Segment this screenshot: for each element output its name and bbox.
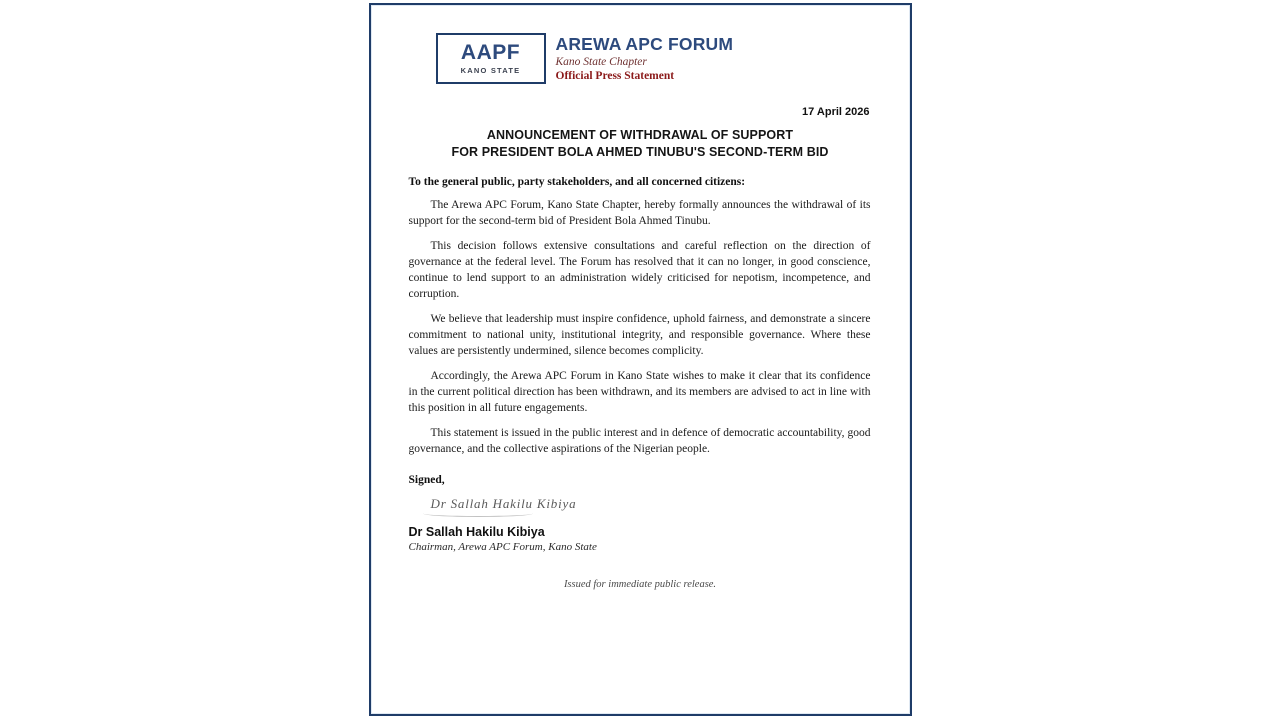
document-date: 17 April 2026 xyxy=(802,106,870,118)
document-type-label: Official Press Statement xyxy=(555,70,675,82)
org-logo xyxy=(436,33,546,84)
signer-printed-name: Dr Sallah Hakilu Kibiya xyxy=(408,524,545,539)
handwritten-signature: Dr Sallah Hakilu Kibiya xyxy=(430,495,577,511)
org-name: AREWA APC FORUM xyxy=(555,34,734,54)
signer-title: Chairman, Arewa APC Forum, Kano State xyxy=(408,540,597,553)
document-title xyxy=(401,127,880,161)
signed-label: Signed, xyxy=(408,473,445,486)
body-paragraph-5: This statement is issued in the public interest and in defence of democratic accountability, good governance, and the collective aspirations of the Nigerian people. xyxy=(408,427,871,456)
release-note: Issued for immediate public release. xyxy=(563,578,717,590)
body-paragraph-3: We believe that leadership must inspire confidence, uphold fairness, and demonstrate a sincere commitment to national unity, institutional integrity, and responsible governance. Where these values are persistently undermined, silence becomes complicity. xyxy=(408,313,871,357)
press-statement-page xyxy=(369,3,912,716)
body-paragraph-1: The Arewa APC Forum, Kano State Chapter, hereby formally announces the withdrawal of its support for the second-term bid of President Bola Ahmed Tinubu. xyxy=(408,199,871,227)
body-paragraph-4: Accordingly, the Arewa APC Forum in Kano State wishes to make it clear that its confidence in the current political direction has been withdrawn, and its members are advised to act in line with this position in all future engagements. xyxy=(408,370,871,414)
logo-acronym: AAPF xyxy=(460,41,521,64)
logo-subtitle: KANO STATE xyxy=(460,66,521,75)
letterhead xyxy=(436,33,872,84)
salutation: To the general public, party stakeholders, and all concerned citizens: xyxy=(408,176,746,188)
org-chapter: Kano State Chapter xyxy=(555,56,647,68)
letterhead-text xyxy=(556,33,734,83)
document-title-line2: FOR PRESIDENT BOLA AHMED TINUBU'S SECOND-TERM BID xyxy=(451,145,829,159)
document-title-line1: ANNOUNCEMENT OF WITHDRAWAL OF SUPPORT xyxy=(486,128,794,142)
signature-block xyxy=(371,486,910,517)
body-paragraph-2: This decision follows extensive consultations and careful reflection on the direction of governance at the federal level. The Forum has resolved that it can no longer, in good conscience, continue to lend support to an administration widely criticised for nepotism, incompetence, and corruption. xyxy=(408,240,871,300)
